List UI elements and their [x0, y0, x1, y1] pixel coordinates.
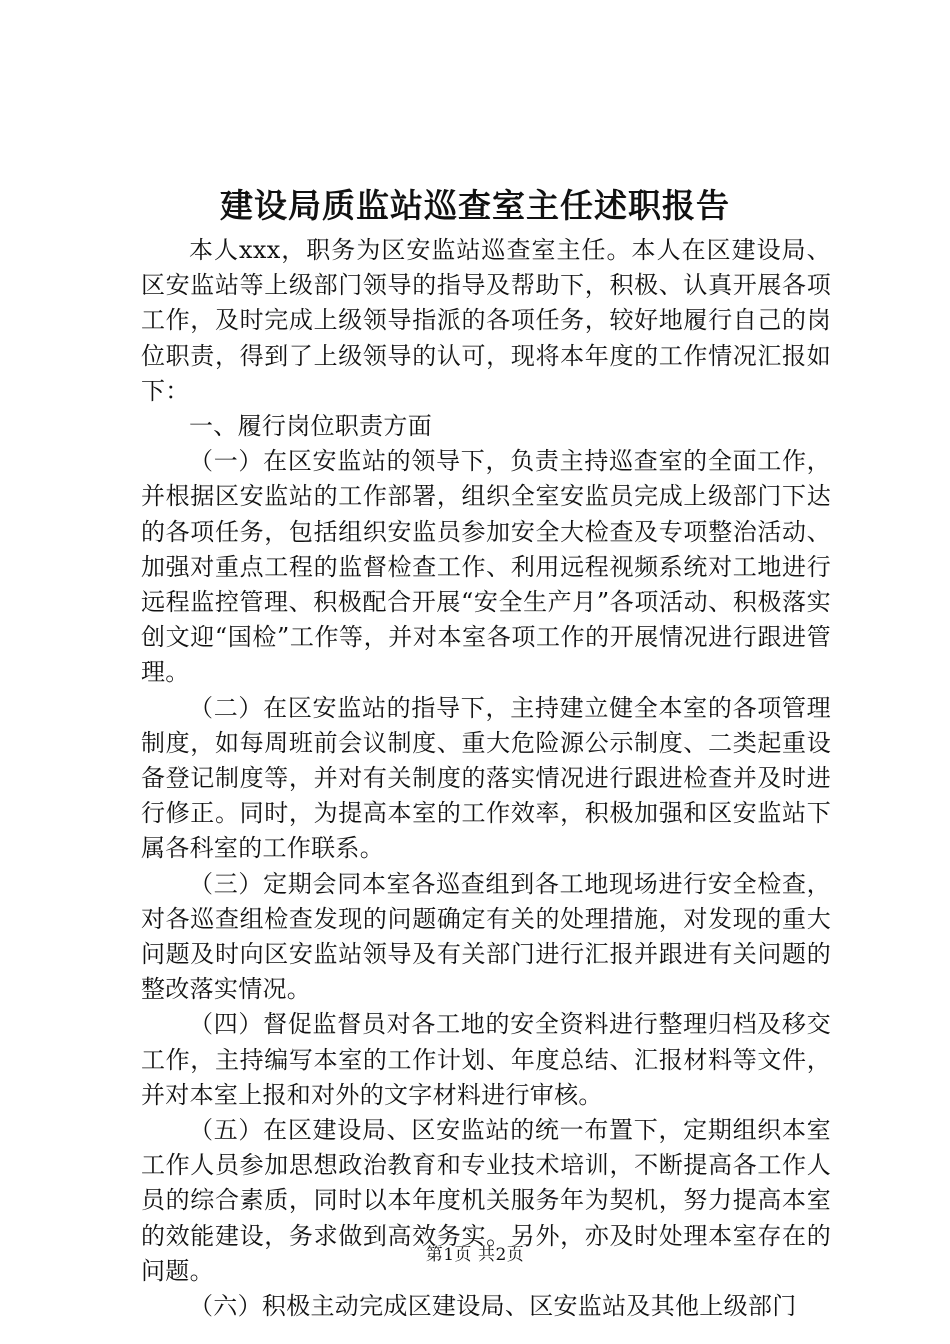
document-body	[141, 233, 831, 1324]
paragraph-item-2: （二）在区安监站的指导下，主持建立健全本室的各项管理制度，如每周班前会议制度、重大危险源公示制度、二类起重设备登记制度等，并对有关制度的落实情况进行跟进检查并及时进行修正。同时，为提高本室的工作效率，积极加强和区安监站下属各科室的工作联系。	[141, 693, 831, 863]
paragraph-item-4: （四）督促监督员对各工地的安全资料进行整理归档及移交工作，主持编写本室的工作计划、年度总结、汇报材料等文件，并对本室上报和对外的文字材料进行审核。	[141, 1010, 831, 1109]
paragraph-item-6: （六）积极主动完成区建设局、区安监站及其他上级部门	[189, 1292, 797, 1321]
section-heading-duties: 一、履行岗位职责方面	[189, 412, 432, 441]
paragraph-item-1: （一）在区安监站的领导下，负责主持巡查室的全面工作，并根据区安监站的工作部署，组织全室安监员完成上级部门下达的各项任务，包括组织安监员参加安全大检查及专项整治活动、加强对重点工程的监督检查工作、利用远程视频系统对工地进行远程监控管理、积极配合开展“安全生产月”各项活动、积极落实创文迎“国检”工作等，并对本室各项工作的开展情况进行跟进管理。	[141, 447, 831, 687]
paragraph-item-5: （五）在区建设局、区安监站的统一布置下，定期组织本室工作人员参加思想政治教育和专业技术培训，不断提高各工作人员的综合素质，同时以本年度机关服务年为契机，努力提高本室的效能建设，务求做到高效务实。另外，亦及时处理本室存在的问题。	[141, 1116, 831, 1285]
page-number-footer: 第1页 共2页	[425, 1245, 525, 1265]
paragraph-item-3: （三）定期会同本室各巡查组到各工地现场进行安全检查，对各巡查组检查发现的问题确定有关的处理措施，对发现的重大问题及时向区安监站领导及有关部门进行汇报并跟进有关问题的整改落实情况。	[141, 869, 831, 1004]
document-title: 建设局质监站巡查室主任述职报告	[220, 186, 730, 225]
paragraph-intro: 本人xxx，职务为区安监站巡查室主任。本人在区建设局、区安监站等上级部门领导的指导及帮助下，积极、认真开展各项工作，及时完成上级领导指派的各项任务，较好地履行自己的岗位职责，得到了上级领导的认可，现将本年度的工作情况汇报如下：	[141, 236, 831, 405]
